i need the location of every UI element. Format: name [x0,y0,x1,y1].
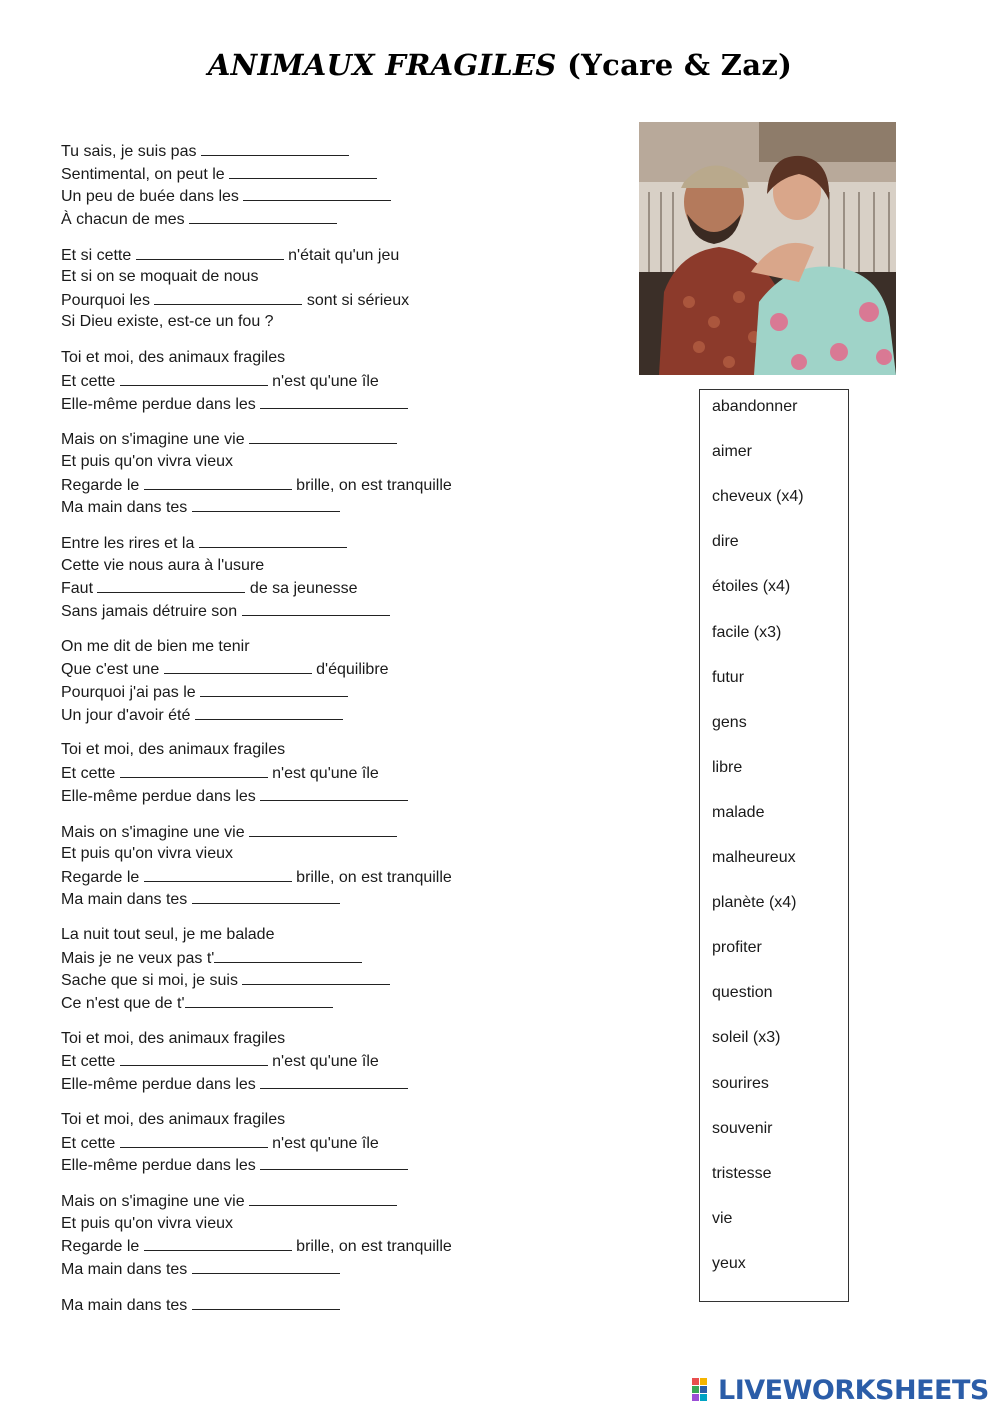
lyric-text: Faut [61,580,98,598]
answer-blank[interactable] [136,244,284,260]
lyric-line [61,1235,621,1258]
lyric-text: Sans jamais détruire son [61,602,242,620]
lyrics-text [61,140,621,1330]
lyric-text: Mais on s'imagine une vie [61,1193,250,1211]
lyric-text: Regarde le [61,868,144,886]
liveworksheets-icon [692,1378,716,1402]
lyric-line [61,496,621,519]
lyric-text: Que c'est une [61,661,164,679]
lyric-text: Un peu de buée dans les [61,188,244,206]
worksheet-title [0,48,1000,82]
word-bank-item: profiter [712,939,762,957]
lyric-line [61,1073,621,1096]
stanza [61,347,621,415]
answer-blank[interactable] [192,1294,340,1310]
lyric-text: Mais on s'imagine une vie [61,431,250,449]
word-bank-item: question [712,984,773,1002]
answer-blank[interactable] [120,1132,268,1148]
lyric-text: Cette vie nous aura à l'usure [61,556,265,574]
stanza [61,924,621,1014]
answer-blank[interactable] [164,658,312,674]
lyric-text: Regarde le [61,476,144,494]
lyric-line [61,1109,621,1132]
artists-photo [639,122,896,375]
lyric-line [61,1190,621,1213]
lyric-line [61,992,621,1015]
word-bank-item: aimer [712,443,753,461]
answer-blank[interactable] [260,785,408,801]
lyric-line [61,555,621,578]
answer-blank[interactable] [192,496,340,512]
lyric-text: Toi et moi, des animaux fragiles [61,349,286,367]
word-bank-item: libre [712,758,743,776]
answer-blank[interactable] [189,208,337,224]
lyric-line [61,532,621,555]
lyric-text: brille, on est tranquille [291,1238,452,1256]
answer-blank[interactable] [260,393,408,409]
lyric-line [61,681,621,704]
lyric-text: brille, on est tranquille [291,868,452,886]
stanza [61,1190,621,1280]
word-bank-item: tristesse [712,1164,772,1182]
stanza [61,428,621,518]
lyric-text: Ma main dans tes [61,891,192,909]
lyric-text: Elle-même perdue dans les [61,787,261,805]
stanza [61,140,621,230]
answer-blank[interactable] [260,1073,408,1089]
lyric-text: Et puis qu'on vivra vieux [61,1214,234,1232]
answer-blank[interactable] [249,1190,397,1206]
lyric-text: Ma main dans tes [61,1296,192,1314]
lyric-line [61,739,621,762]
lyric-text: brille, on est tranquille [291,476,452,494]
stanza [61,532,621,622]
word-bank-item: étoiles (x4) [712,578,791,596]
word-bank-item: dire [712,533,739,551]
lyric-text: de sa jeunesse [245,580,358,598]
lyric-text: Elle-même perdue dans les [61,1076,261,1094]
word-bank [699,389,849,1302]
lyric-text: On me dit de bien me tenir [61,637,250,655]
word-bank-item: souvenir [712,1119,773,1137]
lyric-line [61,1258,621,1281]
lyric-text: Pourquoi j'ai pas le [61,683,201,701]
lyric-line [61,843,621,866]
lyric-text: Sentimental, on peut le [61,165,230,183]
lyric-line [61,474,621,497]
word-bank-item: malheureux [712,849,796,866]
answer-blank[interactable] [242,969,390,985]
answer-blank[interactable] [144,474,292,490]
lyric-line [61,140,621,163]
lyric-text: d'équilibre [311,661,389,679]
word-bank-item: facile (x3) [712,623,782,641]
lyric-text: Elle-même perdue dans les [61,395,261,413]
lyric-text: Et si cette [61,246,136,264]
lyric-text: Et cette [61,372,120,390]
lyric-line [61,208,621,231]
lyric-text: Elle-même perdue dans les [61,1157,261,1175]
lyric-line [61,393,621,416]
lyric-text: Un jour d'avoir été [61,706,195,724]
lyric-line [61,311,621,334]
lyric-line [61,1050,621,1073]
answer-blank[interactable] [260,1154,408,1170]
lyric-text: Ce n'est que de t' [61,994,185,1012]
answer-blank[interactable] [201,140,349,156]
answer-blank[interactable] [249,428,397,444]
lyric-text: À chacun de mes [61,210,190,228]
lyric-line [61,577,621,600]
answer-blank[interactable] [120,762,268,778]
lyric-line [61,1213,621,1236]
answer-blank[interactable] [242,600,390,616]
lyric-text: Mais je ne veux pas t' [61,949,215,967]
lyric-line [61,244,621,267]
word-bank-item: gens [712,713,747,731]
word-bank-item: malade [712,803,765,821]
word-bank-item: cheveux (x4) [712,488,804,506]
lyric-text: Et si on se moquait de nous [61,268,259,286]
lyric-text: Et puis qu'on vivra vieux [61,845,234,863]
lyric-line [61,704,621,727]
answer-blank[interactable] [229,163,377,179]
answer-blank[interactable] [97,577,245,593]
lyric-line [61,600,621,623]
stanza [61,739,621,807]
word-bank-item: soleil (x3) [712,1029,781,1047]
word-bank-item: abandonner [712,398,798,415]
liveworksheets-logo [692,1374,989,1406]
answer-blank[interactable] [200,681,348,697]
lyric-text: Ma main dans tes [61,1260,192,1278]
answer-blank[interactable] [243,185,391,201]
lyric-line [61,1028,621,1051]
lyric-line [61,636,621,659]
lyric-text: Et cette [61,1134,120,1152]
lyric-text: n'est qu'une île [267,1053,379,1071]
lyric-line [61,347,621,370]
stanza [61,1109,621,1177]
word-bank-item: yeux [712,1254,746,1272]
lyric-line [61,785,621,808]
lyric-line [61,969,621,992]
song-title: ANIMAUX FRAGILES [207,48,557,82]
stanza [61,1294,621,1317]
lyric-line [61,1132,621,1155]
lyric-text: Mais on s'imagine une vie [61,823,250,841]
stanza [61,1028,621,1096]
song-artists: (Ycare & Zaz) [567,48,793,82]
lyric-text: La nuit tout seul, je me balade [61,926,275,944]
lyric-text: Sache que si moi, je suis [61,972,243,990]
lyric-text: Entre les rires et la [61,535,199,553]
lyric-line [61,658,621,681]
lyric-line [61,924,621,947]
answer-blank[interactable] [154,289,302,305]
lyric-line [61,762,621,785]
lyric-line [61,266,621,289]
lyric-line [61,888,621,911]
word-bank-item: planète (x4) [712,894,797,912]
answer-blank[interactable] [195,704,343,720]
answer-blank[interactable] [120,1050,268,1066]
lyric-line [61,185,621,208]
lyric-text: Tu sais, je suis pas [61,143,201,160]
lyric-text: Ma main dans tes [61,499,192,517]
answer-blank[interactable] [185,992,333,1008]
brand-name: LIVEWORKSHEETS [718,1374,989,1406]
answer-blank[interactable] [199,532,347,548]
lyric-text: Regarde le [61,1238,144,1256]
lyric-line [61,1294,621,1317]
lyric-text: n'est qu'une île [267,765,379,783]
lyric-text: n'est qu'une île [267,1134,379,1152]
lyric-text: sont si sérieux [302,291,410,309]
stanza [61,244,621,334]
stanza [61,636,621,726]
answer-blank[interactable] [192,888,340,904]
lyric-text: Toi et moi, des animaux fragiles [61,1029,286,1047]
answer-blank[interactable] [144,866,292,882]
answer-blank[interactable] [120,370,268,386]
answer-blank[interactable] [192,1258,340,1274]
lyric-text: Et cette [61,765,120,783]
lyric-text: n'est qu'une île [267,372,379,390]
lyric-line [61,947,621,970]
lyric-line [61,866,621,889]
lyric-text: Si Dieu existe, est-ce un fou ? [61,313,274,331]
word-bank-item: sourires [712,1074,769,1092]
answer-blank[interactable] [144,1235,292,1251]
lyric-text: Pourquoi les [61,291,155,309]
lyric-text: Et cette [61,1053,120,1071]
answer-blank[interactable] [249,821,397,837]
lyric-text: Toi et moi, des animaux fragiles [61,1110,286,1128]
word-bank-item: futur [712,668,745,686]
lyric-line [61,451,621,474]
stanza [61,821,621,911]
lyric-line [61,289,621,312]
lyric-text: Toi et moi, des animaux fragiles [61,741,286,759]
lyric-line [61,163,621,186]
lyric-line [61,821,621,844]
lyric-text: n'était qu'un jeu [283,246,400,264]
lyric-line [61,370,621,393]
answer-blank[interactable] [214,947,362,963]
lyric-line [61,428,621,451]
lyric-text: Et puis qu'on vivra vieux [61,453,234,471]
word-bank-item: vie [712,1209,733,1227]
lyric-line [61,1154,621,1177]
